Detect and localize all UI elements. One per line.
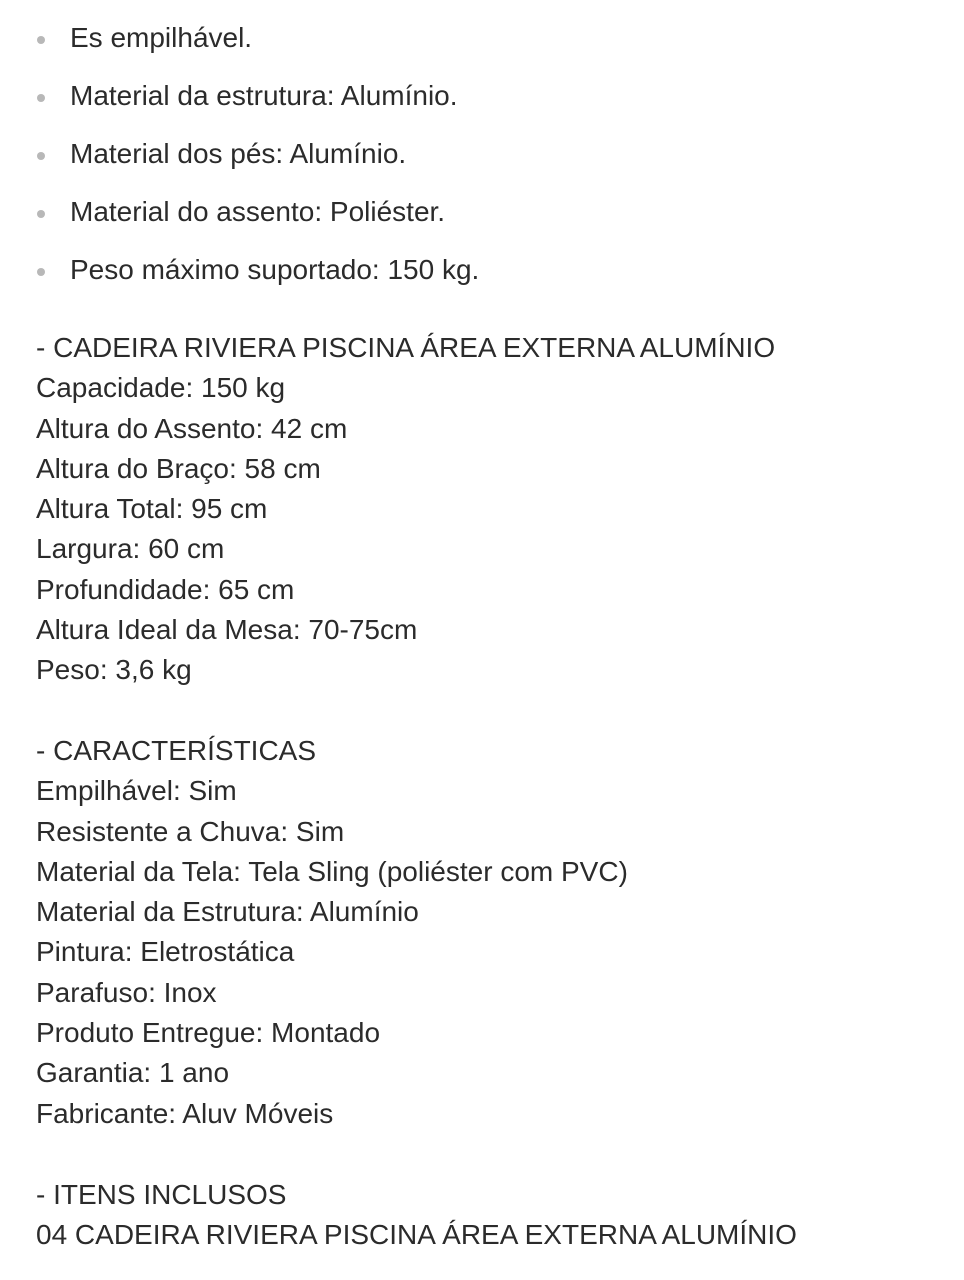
bullet-dot-icon (37, 152, 45, 160)
section-heading: - CARACTERÍSTICAS (36, 735, 317, 766)
spec-line: Peso: 3,6 kg (36, 654, 192, 686)
spec-line: Profundidade: 65 cm (36, 573, 295, 605)
bullet-text: Material do assento: Poliéster. (70, 196, 446, 227)
feature-line: Material da Estrutura: Alumínio (36, 896, 419, 928)
spec-line: Altura Total: 95 cm (36, 493, 268, 525)
feature-line: Pintura: Eletrostática (36, 936, 295, 968)
spec-line: Altura Ideal da Mesa: 70-75cm (36, 614, 418, 646)
bullet-dot-icon (37, 94, 45, 102)
bullet-item (0, 250, 964, 308)
feature-line: Produto Entregue: Montado (36, 1017, 381, 1049)
bullet-dot-icon (37, 210, 45, 218)
feature-line: Fabricante: Aluv Móveis (36, 1097, 334, 1129)
feature-line: Garantia: 1 ano (36, 1057, 230, 1089)
feature-line: Material da Tela: Tela Sling (poliéster com PVC) (36, 855, 628, 887)
bullet-text: Peso máximo suportado: 150 kg. (70, 254, 480, 285)
feature-line: Parafuso: Inox (36, 976, 217, 1008)
bullet-text: Material da estrutura: Alumínio. (70, 80, 458, 111)
bullet-text: Es empilhável. (70, 22, 253, 53)
included-items-section (36, 1175, 956, 1256)
spec-line: Capacidade: 150 kg (36, 372, 286, 404)
section-heading: - ITENS INCLUSOS (36, 1179, 287, 1210)
bullet-text: Material dos pés: Alumínio. (70, 138, 407, 169)
feature-line: Empilhável: Sim (36, 775, 237, 807)
bullet-item (0, 18, 964, 76)
section-heading: - CADEIRA RIVIERA PISCINA ÁREA EXTERNA ALUMÍNIO (36, 332, 776, 363)
chair-specs-section (36, 328, 956, 691)
bullet-item (0, 134, 964, 192)
spec-line: Largura: 60 cm (36, 533, 225, 565)
bullet-item (0, 76, 964, 134)
spec-line: Altura do Assento: 42 cm (36, 412, 348, 444)
bullet-dot-icon (37, 36, 45, 44)
bullet-item (0, 192, 964, 250)
included-item-line: 04 CADEIRA RIVIERA PISCINA ÁREA EXTERNA ALUMÍNIO (36, 1219, 797, 1251)
features-section (36, 731, 956, 1134)
spec-line: Altura do Braço: 58 cm (36, 452, 321, 484)
feature-line: Resistente a Chuva: Sim (36, 815, 345, 847)
bullet-dot-icon (37, 268, 45, 276)
feature-bullet-list (0, 18, 964, 308)
